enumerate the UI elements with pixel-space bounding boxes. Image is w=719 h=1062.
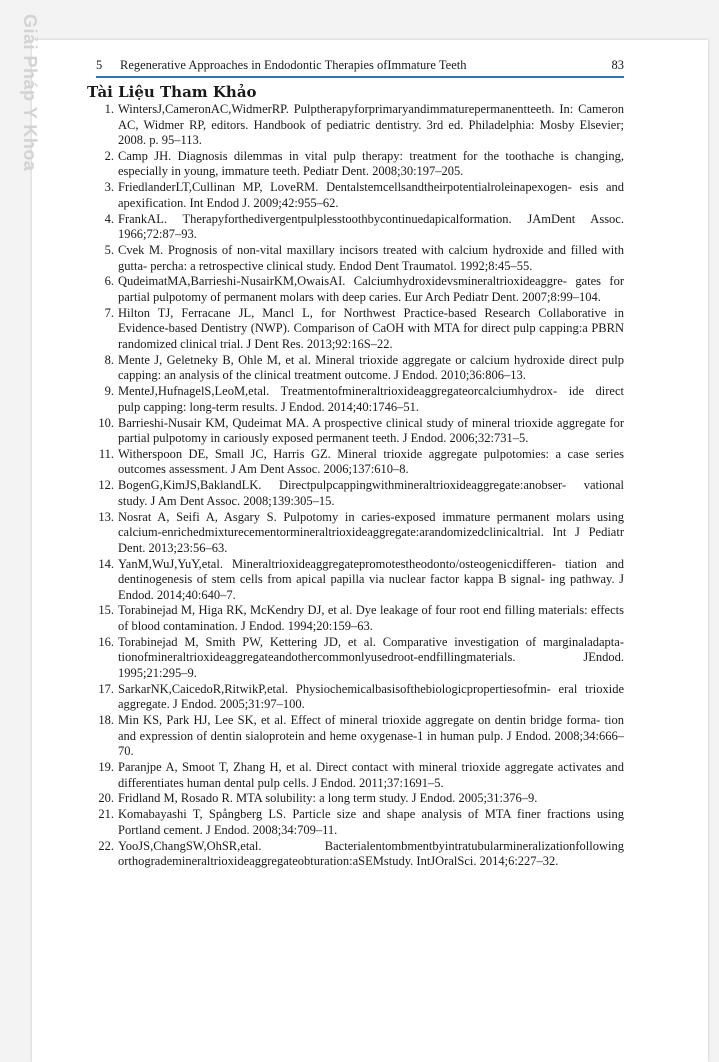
reference-number: 10. [98, 415, 114, 430]
reference-item [98, 760, 624, 791]
reference-item [98, 791, 624, 807]
chapter-title: Regenerative Approaches in Endodontic Therapies ofImmature Teeth [120, 58, 467, 72]
reference-text: Mente J, Geletneky B, Ohle M, et al. Mineral trioxide aggregate or calcium hydroxide direct pulp capping: an analysis of the clinical treatment outcome. J Endod. 2010;36:806–13. [118, 352, 624, 383]
chapter-number: 5 [96, 58, 103, 72]
reference-text: Hilton TJ, Ferracane JL, Mancl L, for Northwest Practice-based Research Collaborative in Evidence-based Dentistry (NWP). Comparison of CaOH with MTA for direct pulp capping:a PBRN randomized clinical trial. J Dent Res. 2013;92:16S–22. [118, 305, 624, 351]
reference-item [98, 634, 624, 682]
reference-text: Nosrat A, Seifi A, Asgary S. Pulpotomy in caries-exposed immature permanent molars using calcium-enrichedmixturecementormineraltrioxideaggregate:arandomizedclinicaltrial. Int J Pediatr Dent. 2013;23:56–63. [118, 509, 624, 555]
reference-number: 17. [98, 681, 114, 696]
reference-number: 14. [98, 556, 114, 571]
reference-number: 2. [104, 148, 114, 163]
reference-item [98, 807, 624, 838]
reference-text: Paranjpe A, Smoot T, Zhang H, et al. Direct contact with mineral trioxide aggregate activates and differentiates human dental pulp cells. J Endod. 2011;37:1691–5. [118, 760, 624, 790]
reference-text: QudeimatMA,Barrieshi-NusairKM,OwaisAI. Calciumhydroxidevsmineraltrioxideaggre- gates for partial pulpotomy of permanent molars with deep caries. Eur Arch Pediatr Dent. 2007;8:99–104. [118, 274, 624, 304]
reference-item [104, 305, 624, 353]
reference-number: 12. [98, 478, 114, 493]
reference-text: Torabinejad M, Smith PW, Kettering JD, et al. Comparative investigation of marginaladapta- tionofmineraltrioxideaggregateandothercommonlyusedroot-endfillingmaterials. JEndod. 1995;21:295–9. [118, 634, 624, 680]
reference-text: WintersJ,CameronAC,WidmerRP. Pulptherapyforprimaryandimmaturepermanentteeth. In: Cameron AC, Widmer RP, editors. Handbook of pediatric dentistry. 3rd ed. Philadelphia: Mosby Elsevier; 2008. p. 95–113. [118, 102, 624, 147]
reference-number: 1. [104, 102, 114, 116]
reference-item [104, 148, 624, 180]
reference-number: 22. [98, 838, 114, 853]
page-number: 83 [611, 58, 624, 72]
reference-item [98, 446, 624, 478]
reference-text: Torabinejad M, Higa RK, McKendry DJ, et al. Dye leakage of four root end filling materials: effects of blood contamination. J Endod. 1994;20:159–63. [118, 603, 624, 633]
reference-text: MenteJ,HufnagelS,LeoM,etal. Treatmentofmineraltrioxideaggregateorcalciumhydrox- ide direct pulp capping: long-term results. J Endod. 2014;40:1746–51. [118, 384, 624, 414]
reference-number: 3. [104, 180, 114, 195]
running-header [96, 56, 624, 74]
reference-item [98, 713, 624, 760]
reference-text: YanM,WuJ,YuY,etal. Mineraltrioxideaggregatepromotestheodonto/osteogenicdifferen- tiation and dentinogenesis of stem cells from apical papilla via nuclear factor kappa B signal- ing pathway. J Endod. 2014;40:640–7. [118, 556, 624, 602]
reference-number: 5. [104, 243, 114, 258]
reference-number: 11. [98, 446, 114, 461]
reference-text: Camp JH. Diagnosis dilemmas in vital pulp therapy: treatment for the toothache is changing, especially in young, immature teeth. Pediatr Dent. 2008;30:197–205. [118, 148, 624, 179]
reference-item [98, 838, 624, 870]
reference-number: 13. [98, 509, 114, 524]
reference-number: 6. [104, 274, 114, 289]
reference-number: 16. [98, 634, 114, 649]
reference-item [98, 681, 624, 713]
reference-number: 19. [98, 760, 114, 775]
reference-item [104, 243, 624, 274]
reference-item [104, 352, 624, 384]
reference-text: Min KS, Park HJ, Lee SK, et al. Effect of mineral trioxide aggregate on dentin bridge forma- tion and expression of dentin sialoprotein and heme oxygenase-1 in human pulp. J Endod. 2008;34:666–70. [118, 713, 624, 759]
reference-item [104, 384, 624, 415]
reference-item [98, 603, 624, 634]
reference-item [104, 274, 624, 305]
reference-text: Barrieshi-Nusair KM, Qudeimat MA. A prospective clinical study of mineral trioxide aggregate for partial pulpotomy in cariously exposed permanent teeth. J Endod. 2006;32:731–5. [118, 415, 624, 446]
reference-text: SarkarNK,CaicedoR,RitwikP,etal. Physiochemicalbasisofthebiologicpropertiesofmin- eral trioxide aggregate. J Endod. 2005;31:97–100. [118, 681, 624, 712]
reference-item [104, 102, 624, 149]
section-title: Tài Liệu Tham Khảo [87, 83, 257, 101]
reference-text: Fridland M, Rosado R. MTA solubility: a long term study. J Endod. 2005;31:376–9. [118, 791, 538, 806]
reference-number: 15. [98, 603, 114, 618]
reference-list [98, 102, 624, 870]
reference-text: Witherspoon DE, Small JC, Harris GZ. Mineral trioxide aggregate pulpotomies: a case series outcomes assessment. J Am Dent Assoc. 2006;137:610–8. [118, 446, 624, 477]
reference-text: Komabayashi T, Spångberg LS. Particle size and shape analysis of MTA finer fractions using Portland cement. J Endod. 2008;34:709–11. [118, 807, 624, 837]
reference-number: 7. [104, 305, 114, 320]
header-rule [96, 76, 624, 78]
reference-item [98, 556, 624, 604]
reference-item [98, 509, 624, 557]
reference-number: 9. [104, 384, 114, 399]
reference-number: 20. [98, 791, 114, 806]
watermark: Giải Pháp Y Khoa [20, 14, 40, 172]
reference-item [98, 415, 624, 447]
reference-text: FriedlanderLT,Cullinan MP, LoveRM. Dentalstemcellsandtheirpotentialroleinapexogen- esis and apexification. Int Endod J. 2009;42:955–62. [118, 180, 624, 210]
reference-text: FrankAL. Therapyforthedivergentpulplesstoothbycontinuedapicalformation. JAmDent Assoc. 1966;72:87–93. [118, 211, 624, 242]
reference-text: YooJS,ChangSW,OhSR,etal. Bacterialentombmentbyintratubularmineralizationfollowing orthogrademineraltrioxideaggregateobturation:aSEMstudy. IntJOralSci. 2014;6:227–32. [118, 838, 624, 869]
reference-text: BogenG,KimJS,BaklandLK. Directpulpcappingwithmineraltrioxideaggregate:anobser- vational study. J Am Dent Assoc. 2008;139:305–15. [118, 478, 624, 508]
reference-number: 21. [98, 807, 114, 822]
reference-item [104, 180, 624, 211]
reference-number: 18. [98, 713, 114, 728]
reference-number: 4. [104, 211, 114, 226]
reference-item [104, 211, 624, 243]
reference-number: 8. [104, 352, 114, 367]
reference-item [98, 478, 624, 509]
reference-text: Cvek M. Prognosis of non-vital maxillary incisors treated with calcium hydroxide and filled with gutta- percha: a retrospective clinical study. Endod Dent Traumatol. 1992;8:45–55. [118, 243, 624, 273]
